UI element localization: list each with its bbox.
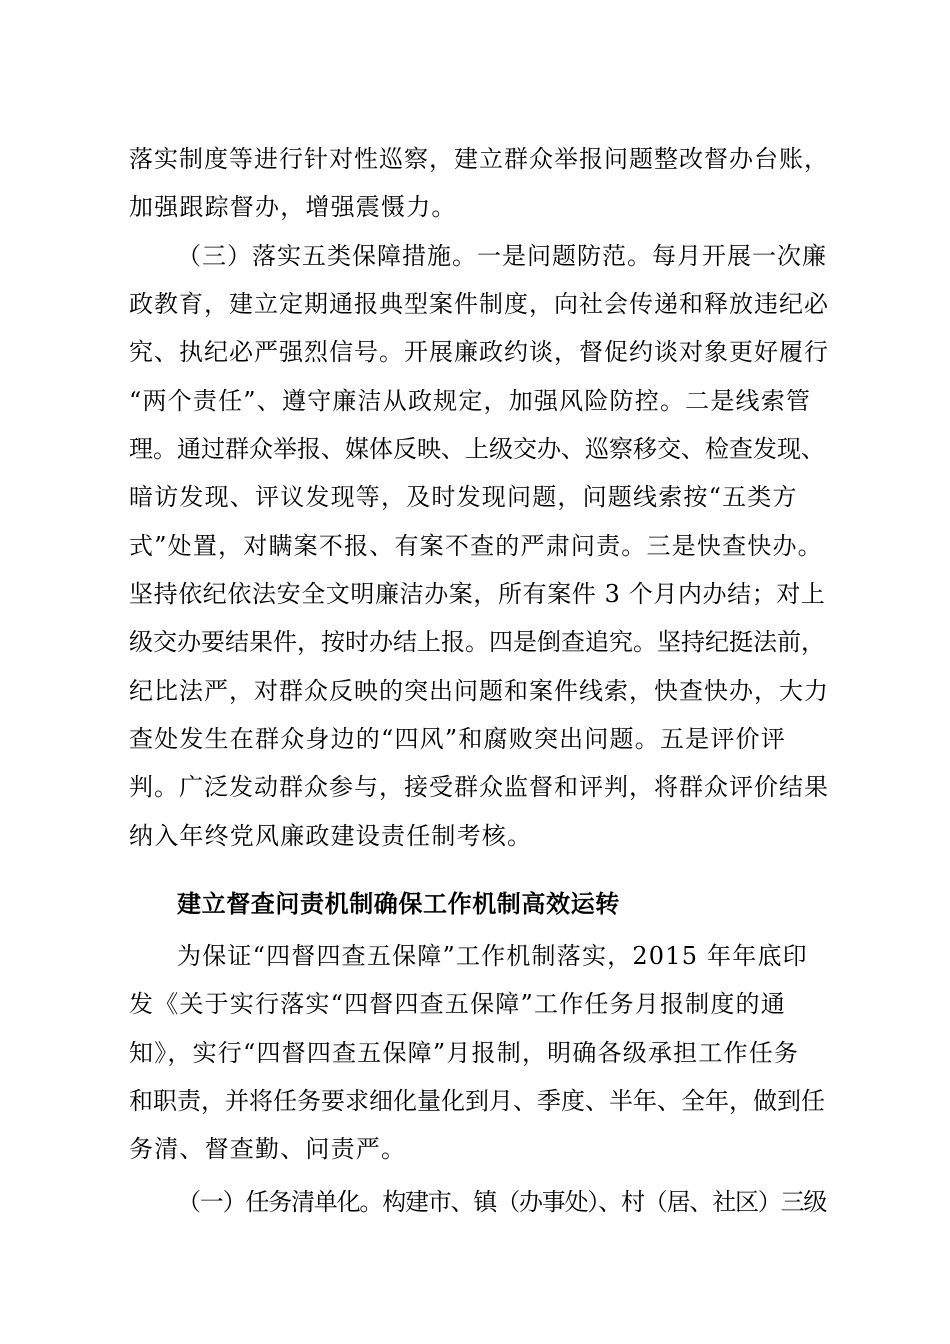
paragraph-line: 和职责，并将任务要求细化量化到月、季度、半年、全年，做到任: [129, 1087, 825, 1115]
section-heading: 建立督查问责机制确保工作机制高效运转: [177, 890, 620, 918]
paragraph-line: 发《关于实行落实“四督四查五保障”工作任务月报制度的通: [129, 990, 786, 1018]
paragraph-line: 暗访发现、评议发现等，及时发现问题，问题线索按“五类方: [129, 483, 798, 511]
paragraph-line: 落实制度等进行针对性巡察，建立群众举报问题整改督办台账，: [129, 145, 829, 173]
paragraph-line: “两个责任”、遵守廉洁从政规定，加强风险防控。二是线索管: [129, 387, 812, 415]
paragraph-line: 政教育，建立定期通报典型案件制度，向社会传递和释放违纪必: [129, 290, 829, 318]
paragraph-line: 务清、督查勤、问责严。: [129, 1135, 407, 1163]
paragraph-line: 加强跟踪督办，增强震慑力。: [129, 193, 457, 221]
paragraph-line: 纳入年终党风廉政建设责任制考核。: [129, 822, 533, 850]
paragraph-line: 纪比法严，对群众反映的突出问题和案件线索，快查快办，大力: [129, 677, 829, 705]
paragraph-line: 理。通过群众举报、媒体反映、上级交办、巡察移交、检查发现、: [129, 435, 825, 463]
paragraph-line: 知》，实行“四督四查五保障”月报制，明确各级承担工作任务: [129, 1039, 800, 1067]
paragraph-line: 查处发生在群众身边的“四风”和腐败突出问题。五是评价评: [129, 725, 786, 753]
paragraph-line: 级交办要结果件，按时办结上报。四是倒查追究。坚持纪挺法前，: [129, 628, 825, 656]
paragraph-line: （一）任务清单化。构建市、镇（办事处）、村（居、社区）三级: [177, 1188, 827, 1216]
paragraph-line: 坚持依纪依法安全文明廉洁办案，所有案件 3 个月内办结；对上: [129, 580, 826, 608]
paragraph-line: 式”处置，对瞒案不报、有案不查的严肃问责。三是快查快办。: [129, 532, 823, 560]
paragraph-line: （三）落实五类保障措施。一是问题防范。每月开展一次廉: [177, 242, 827, 270]
paragraph-line: 判。广泛发动群众参与，接受群众监督和评判，将群众评价结果: [129, 773, 829, 801]
paragraph-line: 为保证“四督四查五保障”工作机制落实，2015 年年底印: [177, 942, 808, 970]
paragraph-line: 究、执纪必严强烈信号。开展廉政约谈，督促约谈对象更好履行: [129, 338, 829, 366]
